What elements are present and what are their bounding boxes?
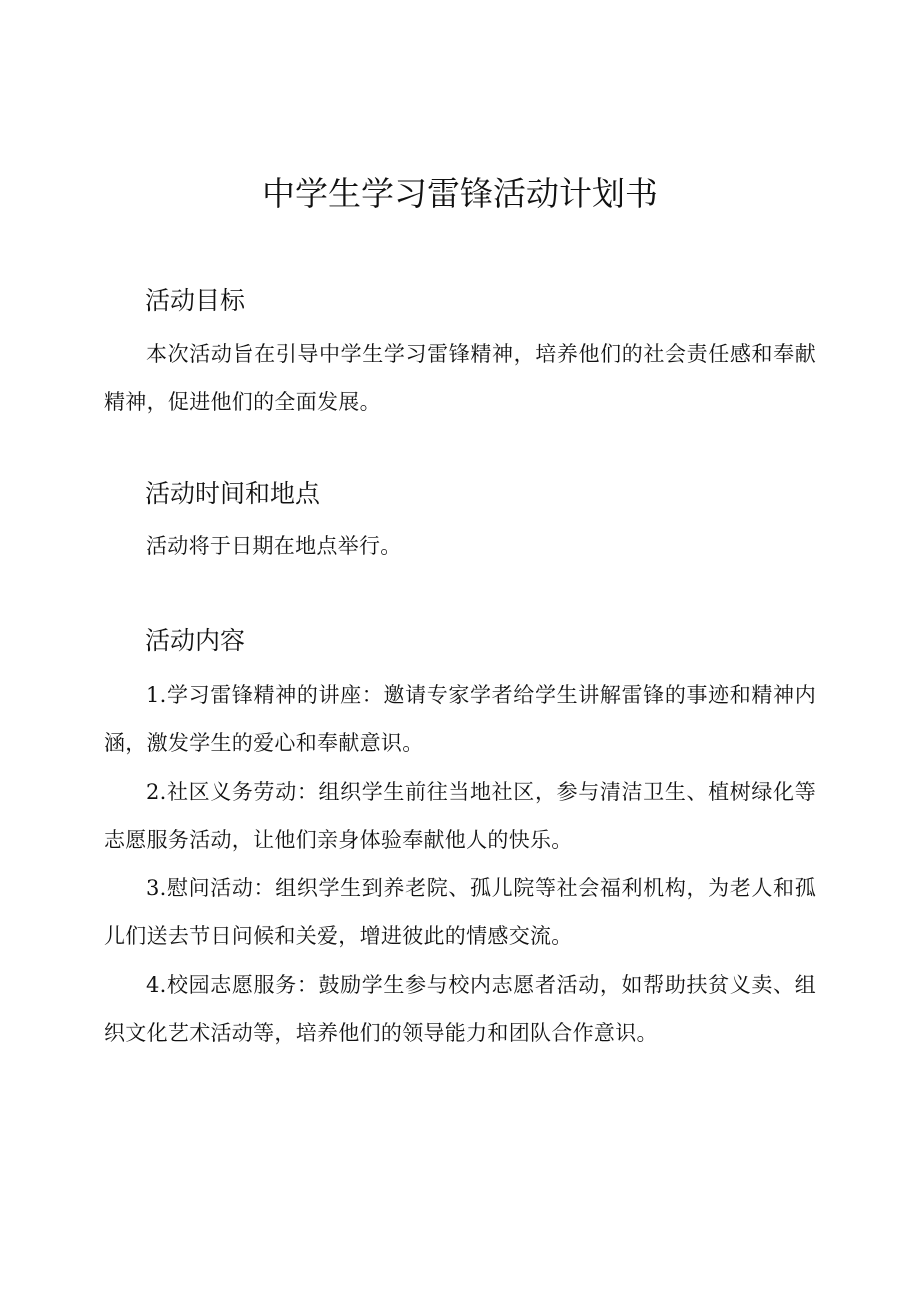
document-title: 中学生学习雷锋活动计划书 [262,174,658,213]
section-heading-content: 活动内容 [145,626,246,655]
content-item-3: 3.慰问活动：组织学生到养老院、孤儿院等社会福利机构，为老人和孤儿们送去节日问候和关爱，增进彼此的情感交流。 [104,876,816,948]
section-heading-time-place: 活动时间和地点 [145,479,321,508]
content-item-2: 2.社区义务劳动：组织学生前往当地社区，参与清洁卫生、植树绿化等志愿服务活动，让他们亲身体验奉献他人的快乐。 [104,780,816,852]
content-item-4: 4.校园志愿服务：鼓励学生参与校内志愿者活动，如帮助扶贫义卖、组织文化艺术活动等，培养他们的领导能力和团队合作意识。 [104,973,816,1045]
paragraph-goal: 本次活动旨在引导中学生学习雷锋精神，培养他们的社会责任感和奉献精神，促进他们的全面发展。 [104,342,816,414]
content-item-1: 1.学习雷锋精神的讲座：邀请专家学者给学生讲解雷锋的事迹和精神内涵，激发学生的爱心和奉献意识。 [104,683,816,755]
section-heading-goal: 活动目标 [145,286,246,315]
paragraph-time-place: 活动将于日期在地点举行。 [146,534,402,558]
